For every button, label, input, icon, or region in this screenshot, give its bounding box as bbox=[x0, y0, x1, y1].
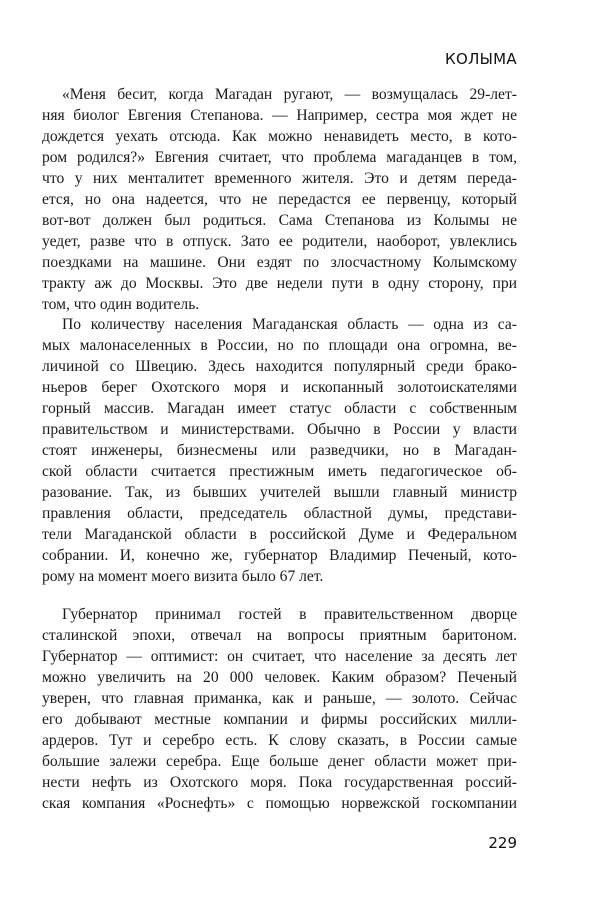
text-line: можно увеличить на 20 000 человек. Каким образом? Печеный bbox=[42, 669, 517, 686]
text-line: сталинской эпохи, отвечал на вопросы приятным баритоном. bbox=[42, 627, 517, 644]
text-line: ется, но она надеется, что не передастся ее первенцу, который bbox=[42, 191, 517, 208]
text-line: ньеров берег Охотского моря и ископанный золотоискателями bbox=[42, 379, 517, 396]
text-line: собрании. И, конечно же, губернатор Владимир Печеный, кото- bbox=[42, 547, 517, 564]
text-line: горный массив. Магадан имеет статус области с собственным bbox=[42, 400, 517, 417]
text-line: ардеров. Тут и серебро есть. К слову сказать, в России самые bbox=[42, 732, 517, 749]
text-line: ром родился?» Евгения считает, что проблема магаданцев в том, bbox=[42, 149, 517, 166]
text-line: «Меня бесит, когда Магадан ругают, — возмущалась 29-лет- bbox=[62, 86, 517, 103]
text-line: По количеству населения Магаданская область — одна из са- bbox=[62, 316, 517, 333]
text-line: что у них менталитет временного жителя. Это и детям переда- bbox=[42, 170, 517, 187]
text-line: тели Магаданской области в российской Думе и Федеральном bbox=[42, 526, 517, 543]
text-line: его добывают местные компании и фирмы российских милли- bbox=[42, 711, 517, 728]
paragraph bbox=[42, 314, 517, 587]
text-line: правления области, председатель областной думы, представи- bbox=[42, 505, 517, 522]
text-line: тракту аж до Москвы. Это две недели пути в одну сторону, при bbox=[42, 275, 517, 292]
text-line: уедет, разве что в отпуск. Зато ее родители, наоборот, увлеклись bbox=[42, 233, 517, 250]
text-line: дождется уехать отсюда. Как можно ненавидеть место, в кото- bbox=[42, 128, 517, 145]
text-line: личиной со Швецию. Здесь находится популярный среди брако- bbox=[42, 358, 517, 375]
page-number: 229 bbox=[488, 834, 517, 852]
text-line: рому на момент моего визита было 67 лет. bbox=[42, 568, 324, 585]
text-line: правительством и министерствами. Обычно в России у власти bbox=[42, 421, 517, 438]
text-line: большие залежи серебра. Еще больше денег области может при- bbox=[42, 753, 517, 770]
text-line: том, что один водитель. bbox=[42, 296, 200, 313]
text-line: ской области считается престижным иметь педагогическое об- bbox=[42, 463, 517, 480]
text-line: ская компания «Роснефть» с помощью норвежской госкомпании bbox=[42, 795, 517, 812]
text-line: няя биолог Евгения Степанова. — Например, сестра моя ждет не bbox=[42, 107, 517, 124]
text-line: Губернатор принимал гостей в правительственном дворце bbox=[62, 606, 517, 623]
running-head: КОЛЫМА bbox=[445, 50, 517, 68]
text-line: нести нефть из Охотского моря. Пока государственная россий- bbox=[42, 774, 517, 791]
paragraph bbox=[42, 84, 517, 315]
text-line: поездками на машине. Они ездят по злосчастному Колымскому bbox=[42, 254, 517, 271]
text-line: Губернатор — оптимист: он считает, что население за десять лет bbox=[42, 648, 517, 665]
text-line: разование. Так, из бывших учителей вышли главный министр bbox=[42, 484, 517, 501]
text-line: мых малонаселенных в России, но по площади она огромна, ве- bbox=[42, 337, 517, 354]
text-line: стоят инженеры, бизнесмены или разведчики, но в Магадан- bbox=[42, 442, 517, 459]
paragraph bbox=[42, 604, 517, 814]
text-line: вот-вот должен был родиться. Сама Степанова из Колымы не bbox=[42, 212, 517, 229]
text-line: уверен, что главная приманка, как и раньше, — золото. Сейчас bbox=[42, 690, 517, 707]
